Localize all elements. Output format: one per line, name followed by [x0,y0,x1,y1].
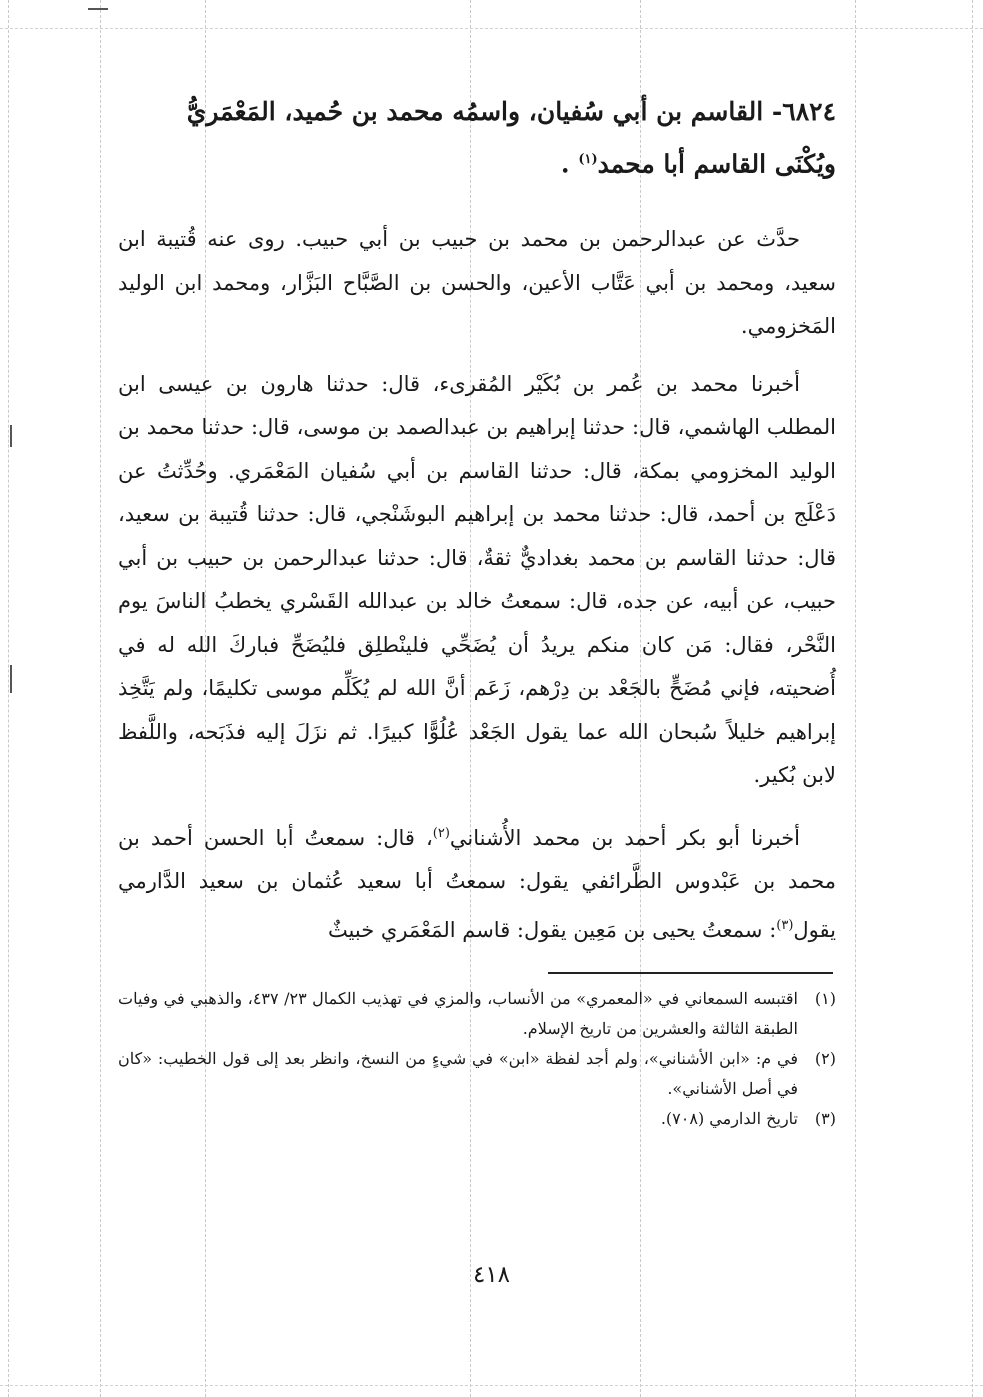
crop-mark [10,425,12,447]
paragraph-3-part1: أخبرنا أبو بكر أحمد بن محمد الأُشناني [449,825,801,850]
scan-guide [8,0,9,1397]
entry-title-line2: ويُكْنَى القاسم أبا محمد [597,149,836,179]
footnotes [118,984,836,1134]
entry-title-line1: - القاسم بن أبي سُفيان، واسمُه محمد بن حُميد، المَعْمَريُّ [186,97,783,126]
entry-title-end: . [560,149,579,179]
scan-guide [0,1385,983,1386]
crop-mark [88,8,108,10]
paragraph-2: أخبرنا محمد بن عُمر بن بُكَيْر المُقرىء، قال: حدثنا هارون بن عيسى ابن المطلب الهاشمي، قال: حدثنا إبراهيم بن عبدالصمد بن موسى، قال: حدثنا محمد بن الوليد المخزومي بمكة، قال: حدثنا القاسم بن أبي سُفيان المَعْمَري. وحُدِّثتُ عن دَعْلَج بن أحمد، قال: حدثنا محمد بن إبراهيم البوشَنْجي، قال: حدثنا قُتيبة بن سعيد، قال: حدثنا القاسم بن محمد بغداديٌّ ثقةٌ، قال: حدثنا عبدالرحمن بن حبيب بن أبي حبيب، عن أبيه، عن جده، قال: سمعتُ خالد بن عبدالله القَسْري يخطبُ الناسَ يوم النَّحْر، فقال: مَن كان منكم يريدُ أن يُضَحِّي فلينْطلِق فليُضَحِّ فباركَ الله له في أُضحيته، فإني مُضَحٍّ بالجَعْد بن دِرْهم، زَعَم أنَّ الله لم يُكَلِّم موسى تكليمًا، ولم يَتَّخِذ إبراهيم خليلاً سُبحان الله عما يقول الجَعْد عُلُوًّا كبيرًا. ثم نزَلَ إليه فذَبَحه، واللَّفظ لابن بُكير. [118,371,836,788]
footnote [118,984,836,1044]
footnote-number: (٢) [814,1049,836,1068]
paragraph-1: حدَّث عن عبدالرحمن بن محمد بن حبيب بن أبي حبيب. روى عنه قُتيبة ابن سعيد، ومحمد بن أبي عَتَّاب الأعين، والحسن بن الصَّبَّاح البَزَّار، ومحمد ابن الوليد المَخزومي. [118,227,836,339]
paragraph-3-part2: ، قال: سمعتُ أبا الحسن أحمد بن محمد بن عَبْدوس الطَّرائفي يقول: سمعتُ أبا سعيد عُثمان بن سعيد الدَّارمي يقول [118,825,836,942]
footnote-ref[interactable]: (٣) [776,917,794,933]
entry-number: ٦٨٢٤ [782,97,836,126]
footnote [118,1044,836,1104]
crop-mark [10,665,12,693]
footnote-ref[interactable]: (٢) [432,825,450,841]
entry-heading [118,88,836,188]
footnote-number: (٣) [814,1109,836,1128]
page-body [118,88,836,966]
footnote-ref[interactable]: (١) [578,152,598,167]
scan-guide [0,28,983,29]
paragraph-3 [118,812,836,953]
scan-guide [972,0,973,1397]
footnote [118,1104,836,1134]
footnote-text: في م: «ابن الأشناني»، ولم أجد لفظة «ابن» في شيءٍ من النسخ، وانظر بعد إلى قول الخطيب: «كان في أصل الأشناني». [118,1049,798,1098]
footnote-separator [548,972,833,974]
footnote-text: تاريخ الدارمي (٧٠٨). [660,1109,798,1128]
page-number: ٤١٨ [472,1262,511,1288]
footnote-number: (١) [814,989,836,1008]
scan-guide [855,0,856,1397]
paragraph-3-part3: : سمعتُ يحيى بن مَعِين يقول: قاسم المَعْمَري خبيثٌ [327,917,777,942]
scan-guide [100,0,101,1397]
footnote-text: اقتبسه السمعاني في «المعمري» من الأنساب، والمزي في تهذيب الكمال ٢٣/ ٤٣٧، والذهبي في وفيات الطبقة الثالثة والعشرين من تاريخ الإسلام. [118,989,799,1038]
